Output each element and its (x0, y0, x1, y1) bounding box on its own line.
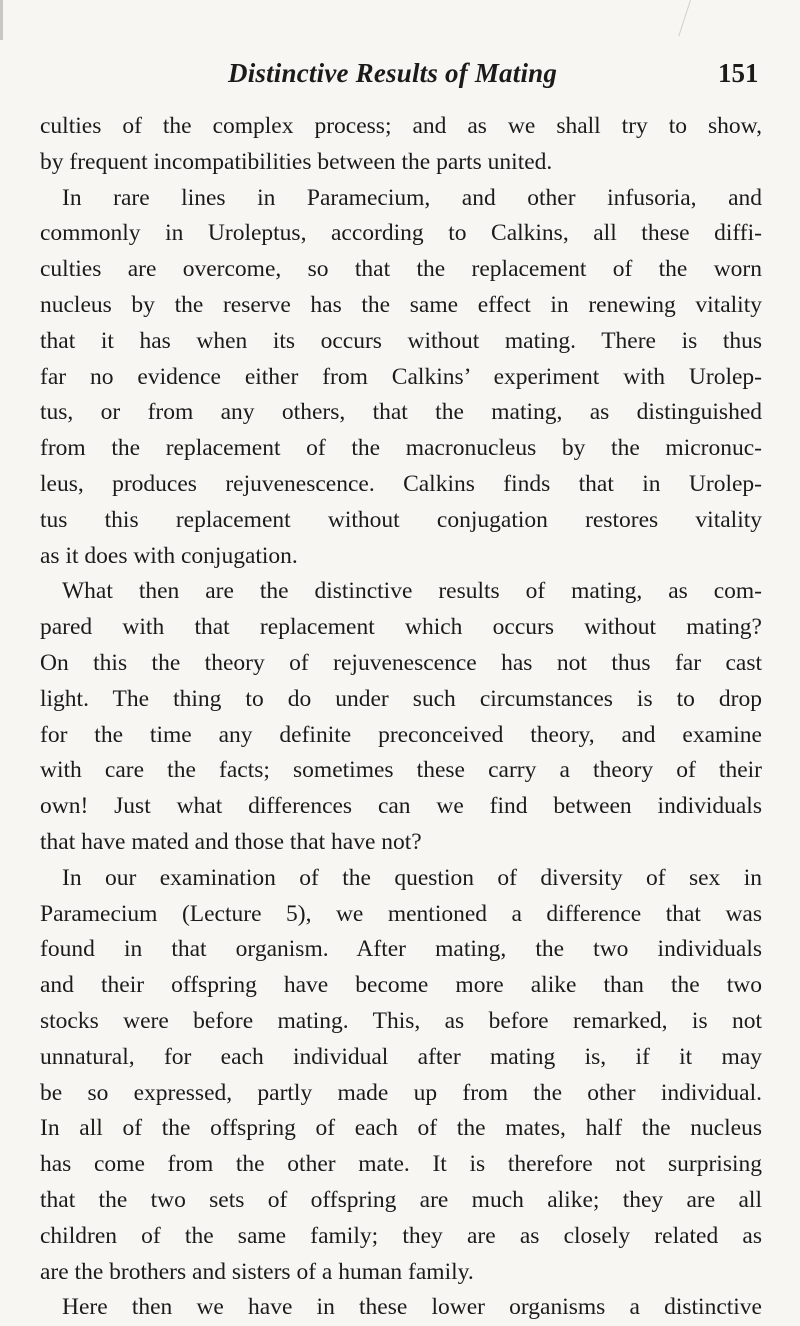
text-line: far no evidence either from Calkins’ experiment with Urolep- (40, 363, 762, 390)
text-line: that have mated and those that have not? (40, 828, 422, 855)
text-line: culties are overcome, so that the replacement of the worn (40, 256, 762, 283)
text-line: be so expressed, partly made up from the other individual. (40, 1079, 762, 1106)
text-line: leus, produces rejuvenescence. Calkins finds that in Urolep- (40, 470, 762, 497)
text-line: has come from the other mate. It is therefore not surprising (40, 1151, 762, 1178)
text-line: In our examination of the question of diversity of sex in (62, 864, 762, 891)
text-line: own! Just what differences can we find between individuals (40, 793, 762, 820)
corner-fold-mark (678, 0, 691, 36)
text-line: as it does with conjugation. (40, 542, 298, 569)
text-line: Here then we have in these lower organisms a distinctive (62, 1294, 762, 1321)
text-line: that the two sets of offspring are much alike; they are all (40, 1186, 762, 1213)
text-line: tus this replacement without conjugation restores vitality (40, 506, 762, 533)
page-number: 151 (718, 58, 759, 88)
text-line: unnatural, for each individual after mating is, if it may (40, 1043, 762, 1070)
text-line: pared with that replacement which occurs without mating? (40, 614, 762, 641)
text-line: culties of the complex process; and as we shall try to show, (40, 113, 762, 139)
text-line: by frequent incompatibilities between the parts united. (40, 148, 553, 175)
text-line: children of the same family; they are as closely related as (40, 1222, 762, 1249)
text-line: stocks were before mating. This, as before remarked, is not (40, 1007, 762, 1034)
text-line: Paramecium (Lecture 5), we mentioned a difference that was (40, 900, 762, 927)
text-line: What then are the distinctive results of mating, as com- (62, 578, 762, 605)
text-line: In rare lines in Paramecium, and other infusoria, and (62, 184, 762, 211)
text-line: from the replacement of the macronucleus by the micronuc- (40, 435, 762, 462)
text-line: light. The thing to do under such circumstances is to drop (40, 685, 762, 712)
text-line: with care the facts; sometimes these carry a theory of their (40, 757, 762, 784)
body-text (40, 109, 762, 1326)
text-line: tus, or from any others, that the mating, as distinguished (40, 399, 762, 426)
text-line: On this the theory of rejuvenescence has not thus far cast (40, 649, 762, 676)
running-head (0, 58, 800, 94)
text-line: commonly in Uroleptus, according to Calkins, all these diffi- (40, 220, 762, 247)
text-line: for the time any definite preconceived theory, and examine (40, 721, 762, 748)
text-line: are the brothers and sisters of a human family. (40, 1258, 474, 1285)
text-line: that it has when its occurs without mating. There is thus (40, 327, 762, 354)
binding-edge (0, 0, 3, 40)
text-line: found in that organism. After mating, the two individuals (40, 936, 762, 963)
running-title: Distinctive Results of Mating (228, 58, 558, 88)
text-line: In all of the offspring of each of the mates, half the nucleus (40, 1115, 762, 1142)
text-line: nucleus by the reserve has the same effect in renewing vitality (40, 291, 762, 318)
text-line: and their offspring have become more alike than the two (40, 972, 762, 999)
